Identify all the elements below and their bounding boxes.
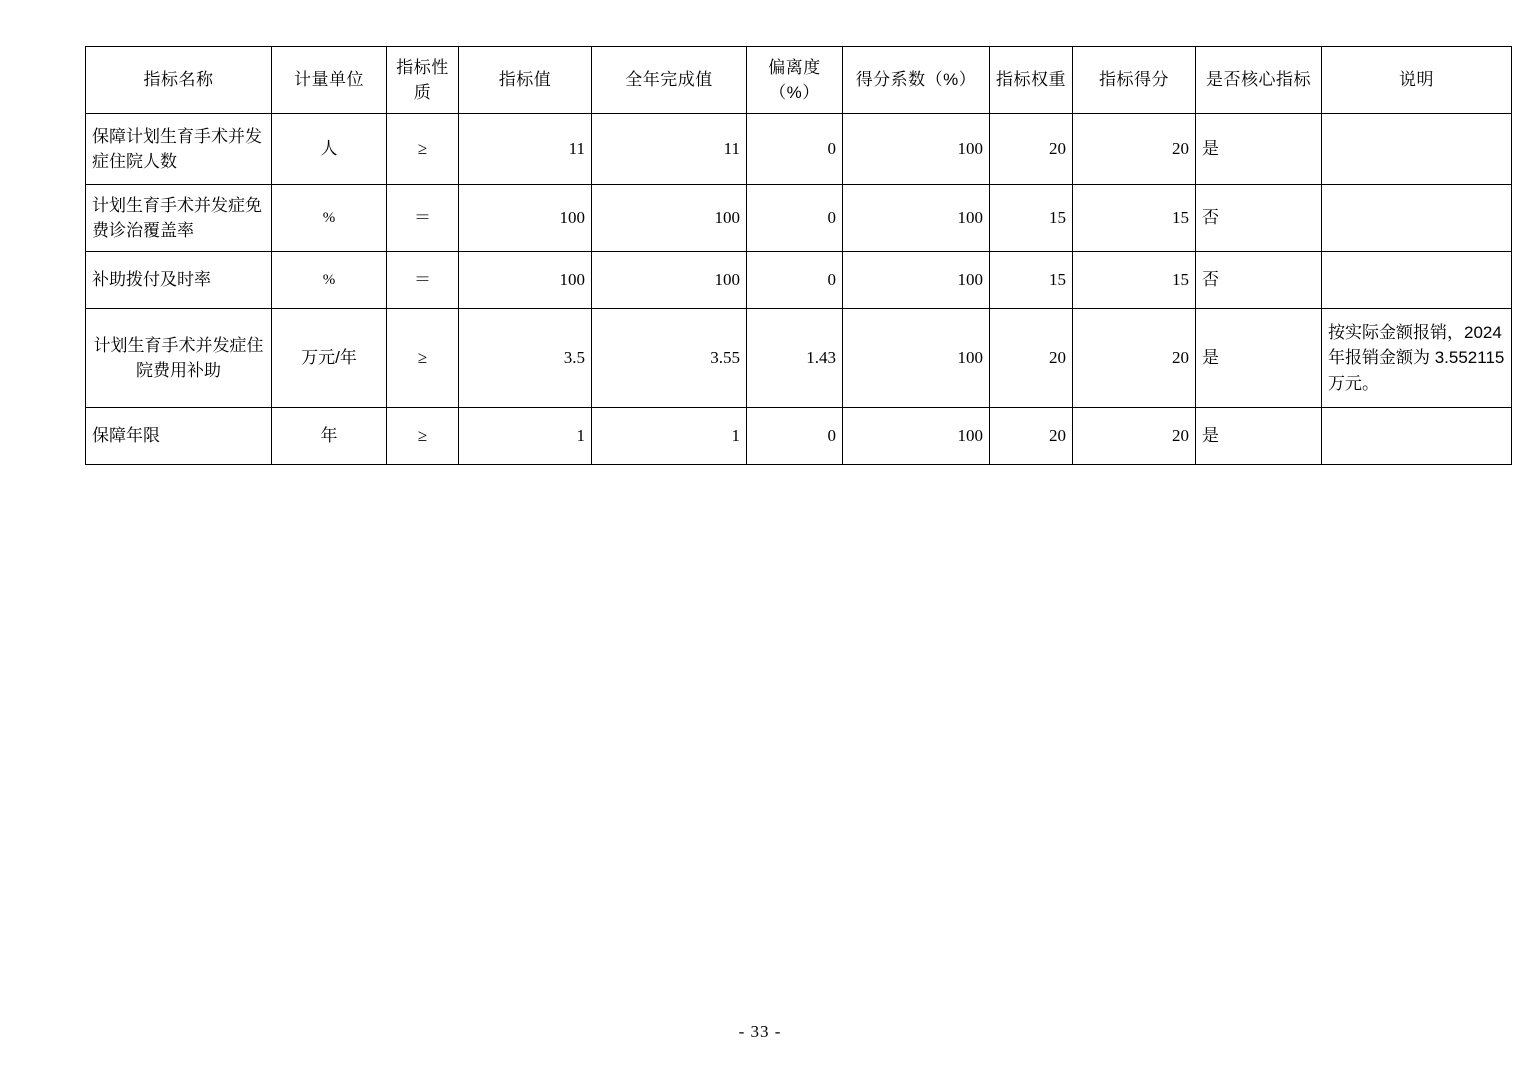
cell-indicator-name: 保障计划生育手术并发症住院人数 xyxy=(86,114,272,185)
cell-indicator-name: 计划生育手术并发症住院费用补助 xyxy=(86,309,272,408)
cell-score-coefficient: 100 xyxy=(843,114,990,185)
cell-is-core: 是 xyxy=(1196,309,1322,408)
performance-indicator-table-wrapper xyxy=(85,46,1505,465)
cell-unit: 人 xyxy=(272,114,387,185)
cell-property: ≥ xyxy=(387,114,459,185)
column-header-actual-value: 全年完成值 xyxy=(592,47,747,114)
column-header-note: 说明 xyxy=(1322,47,1512,114)
cell-actual-value: 1 xyxy=(592,408,747,465)
cell-note xyxy=(1322,185,1512,252)
cell-unit: % xyxy=(272,185,387,252)
cell-score-coefficient: 100 xyxy=(843,309,990,408)
cell-weight: 15 xyxy=(990,252,1073,309)
cell-note: 按实际金额报销，2024 年报销金额为 3.552115 万元。 xyxy=(1322,309,1512,408)
cell-indicator-name: 保障年限 xyxy=(86,408,272,465)
cell-unit: 万元/年 xyxy=(272,309,387,408)
cell-is-core: 是 xyxy=(1196,114,1322,185)
cell-target-value: 1 xyxy=(459,408,592,465)
cell-score-coefficient: 100 xyxy=(843,408,990,465)
table-row xyxy=(86,252,1512,309)
performance-indicator-table xyxy=(85,46,1512,465)
cell-indicator-name: 补助拨付及时率 xyxy=(86,252,272,309)
cell-actual-value: 3.55 xyxy=(592,309,747,408)
table-row xyxy=(86,309,1512,408)
cell-weight: 20 xyxy=(990,114,1073,185)
column-header-is-core: 是否核心指标 xyxy=(1196,47,1322,114)
cell-note xyxy=(1322,114,1512,185)
cell-deviation: 0 xyxy=(747,185,843,252)
cell-weight: 15 xyxy=(990,185,1073,252)
cell-actual-value: 100 xyxy=(592,185,747,252)
cell-score-coefficient: 100 xyxy=(843,185,990,252)
column-header-deviation: 偏离度（%） xyxy=(747,47,843,114)
cell-actual-value: 11 xyxy=(592,114,747,185)
column-header-target-value: 指标值 xyxy=(459,47,592,114)
cell-score: 20 xyxy=(1073,408,1196,465)
cell-deviation: 0 xyxy=(747,252,843,309)
table-header xyxy=(86,47,1512,114)
table-row xyxy=(86,408,1512,465)
cell-actual-value: 100 xyxy=(592,252,747,309)
cell-deviation: 1.43 xyxy=(747,309,843,408)
cell-property: ＝ xyxy=(387,252,459,309)
cell-target-value: 100 xyxy=(459,185,592,252)
cell-property: ≥ xyxy=(387,309,459,408)
table-row xyxy=(86,185,1512,252)
cell-is-core: 否 xyxy=(1196,185,1322,252)
cell-target-value: 11 xyxy=(459,114,592,185)
cell-weight: 20 xyxy=(990,309,1073,408)
cell-is-core: 是 xyxy=(1196,408,1322,465)
cell-score: 15 xyxy=(1073,252,1196,309)
cell-score: 20 xyxy=(1073,309,1196,408)
column-header-property: 指标性质 xyxy=(387,47,459,114)
cell-note xyxy=(1322,252,1512,309)
cell-score: 15 xyxy=(1073,185,1196,252)
cell-weight: 20 xyxy=(990,408,1073,465)
cell-score-coefficient: 100 xyxy=(843,252,990,309)
column-header-unit: 计量单位 xyxy=(272,47,387,114)
cell-note xyxy=(1322,408,1512,465)
table-row xyxy=(86,114,1512,185)
cell-deviation: 0 xyxy=(747,408,843,465)
table-header-row xyxy=(86,47,1512,114)
cell-score: 20 xyxy=(1073,114,1196,185)
column-header-indicator-name: 指标名称 xyxy=(86,47,272,114)
cell-is-core: 否 xyxy=(1196,252,1322,309)
column-header-weight: 指标权重 xyxy=(990,47,1073,114)
table-body xyxy=(86,114,1512,465)
cell-target-value: 3.5 xyxy=(459,309,592,408)
column-header-score-coefficient: 得分系数（%） xyxy=(843,47,990,114)
cell-property: ＝ xyxy=(387,185,459,252)
column-header-score: 指标得分 xyxy=(1073,47,1196,114)
page-number: - 33 - xyxy=(738,1022,782,1041)
cell-indicator-name: 计划生育手术并发症免费诊治覆盖率 xyxy=(86,185,272,252)
cell-property: ≥ xyxy=(387,408,459,465)
cell-unit: 年 xyxy=(272,408,387,465)
cell-unit: % xyxy=(272,252,387,309)
cell-deviation: 0 xyxy=(747,114,843,185)
cell-target-value: 100 xyxy=(459,252,592,309)
